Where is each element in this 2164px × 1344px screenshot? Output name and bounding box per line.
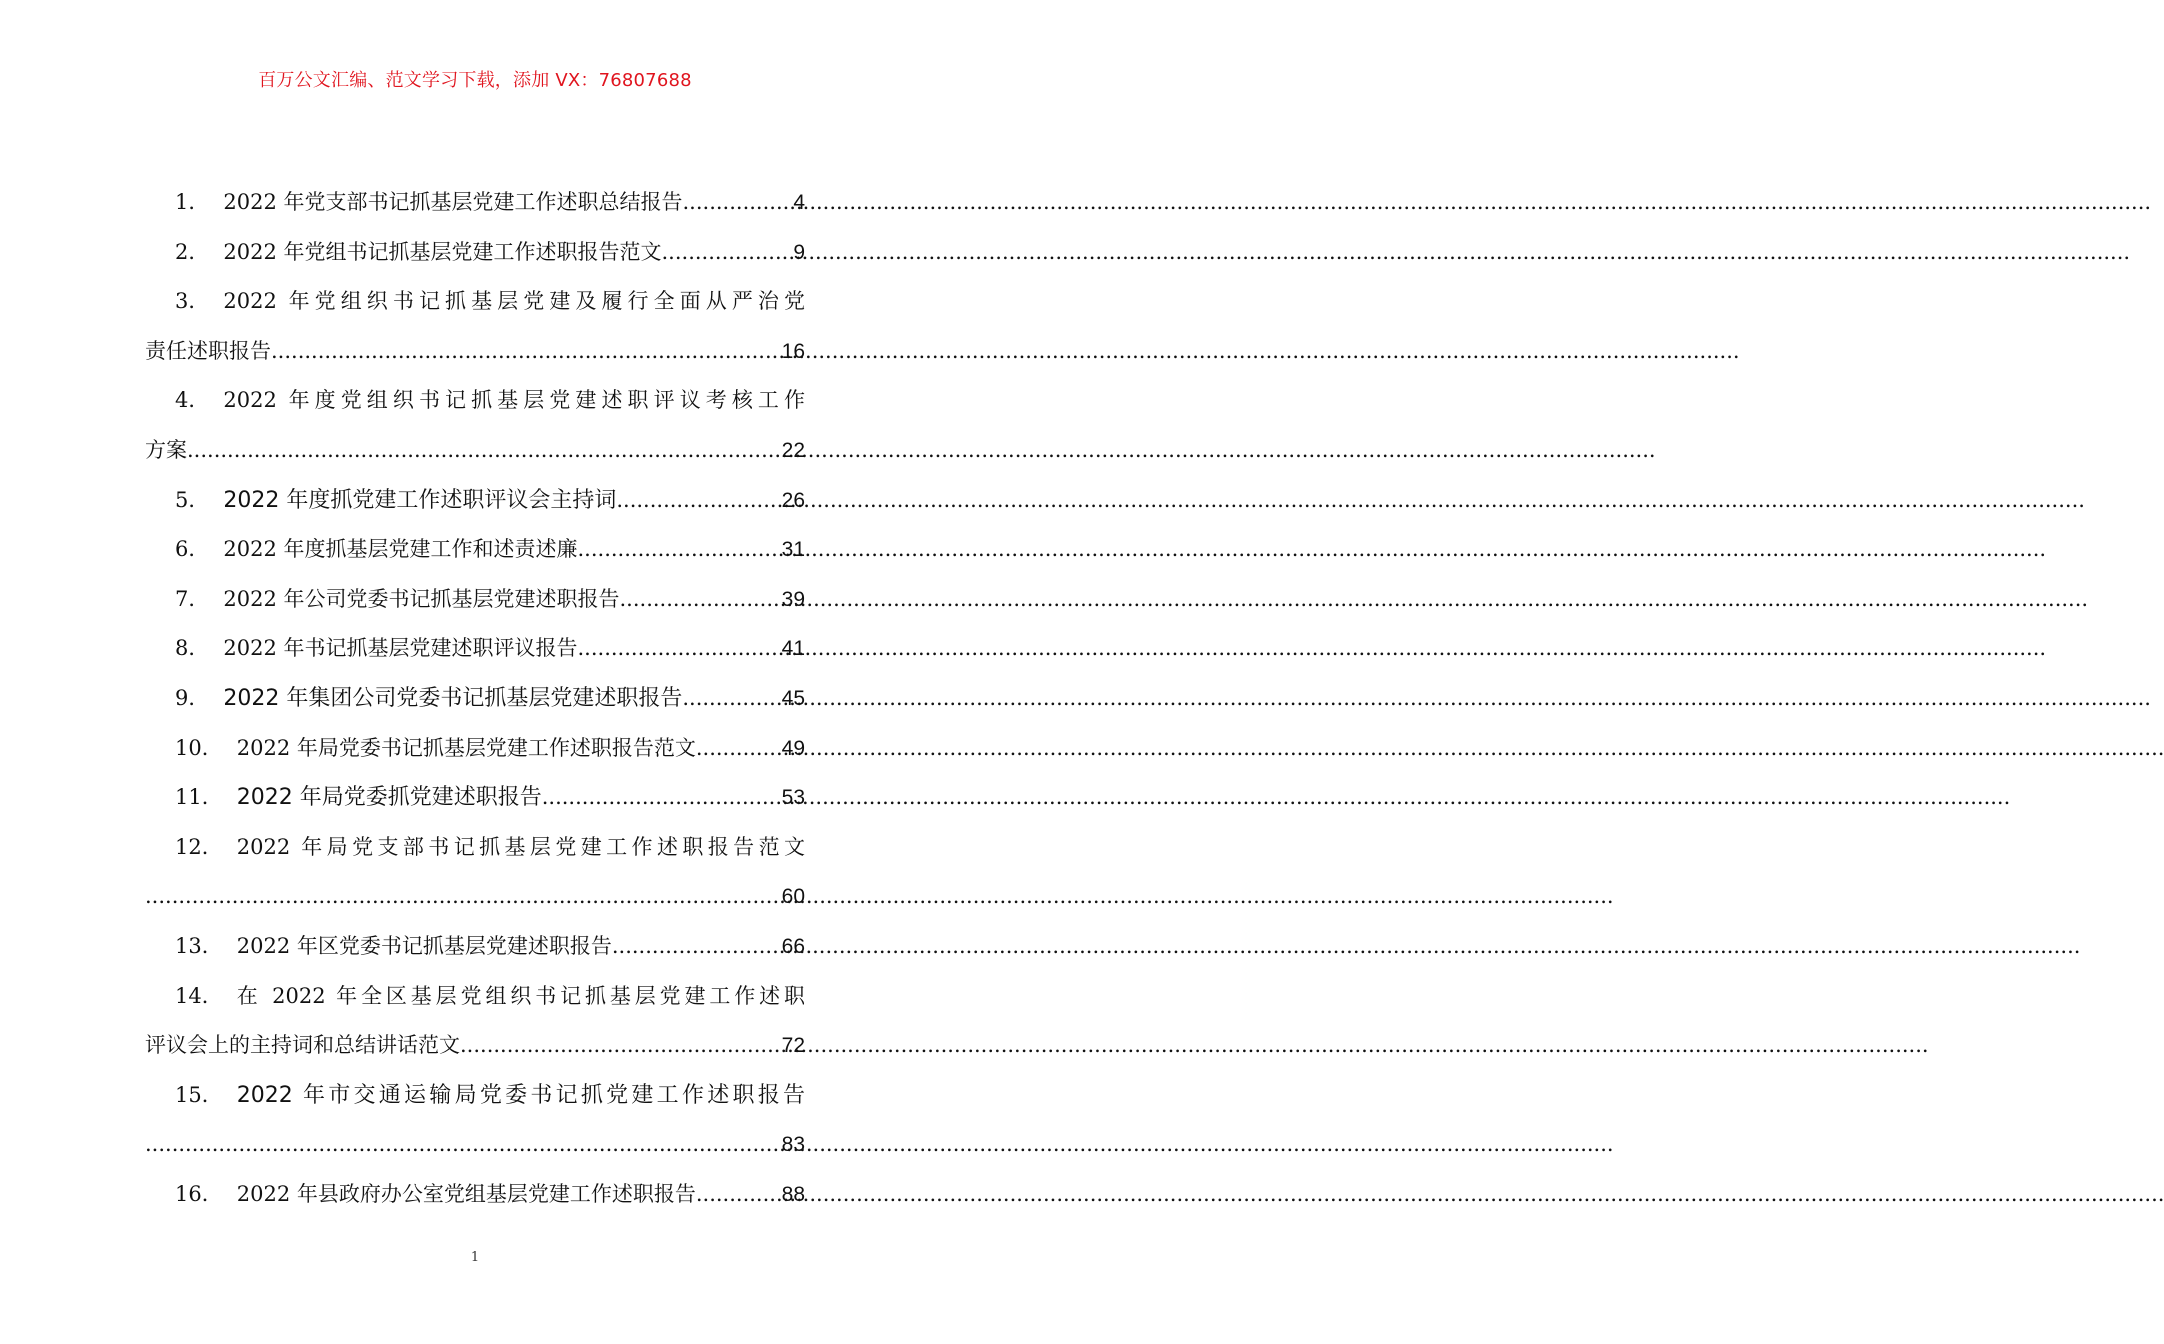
toc-entry-number: 13． [175,933,223,958]
toc-entry-title: 2022 年局党委抓党建述职报告 [236,785,542,811]
toc-entry-number: 7． [175,586,210,611]
toc-entry-title-line2: 责任述职报告 [145,338,271,363]
table-of-contents [145,178,805,1219]
toc-entry-number: 10． [175,735,223,760]
toc-entry-title: 2022 年度抓基层党建工作和述责述廉 [223,537,578,562]
toc-entry-number: 11． [175,785,223,810]
toc-entry-page: 49 [781,736,805,760]
toc-entry-12[interactable] [145,823,805,922]
toc-entry-title-line1: 2022 年度党组织书记抓基层党建述职评议考核工作 [223,388,805,413]
toc-entry-title-line1: 2022 年市交通运输局党委书记抓党建工作述职报告 [236,1082,805,1108]
toc-entry-title-line1: 在 2022 年全区基层党组织书记抓基层党建工作述职 [236,983,805,1008]
toc-entry-title: 2022 年集团公司党委书记抓基层党建述职报告 [223,685,683,711]
toc-leader-dots [612,922,781,972]
toc-entry-number: 12． [175,834,223,859]
toc-leader-dots [187,426,781,476]
toc-entry-title-line2: 评议会上的主持词和总结讲话范文 [145,1033,460,1058]
toc-entry-10[interactable] [145,724,805,774]
toc-entry-number: 14． [175,983,223,1008]
toc-entry-page: 26 [781,488,805,512]
toc-entry-5[interactable] [145,476,805,526]
toc-entry-page: 39 [781,587,805,611]
toc-entry-3[interactable] [145,277,805,376]
toc-entry-title: 2022 年区党委书记抓基层党建述职报告 [236,933,612,958]
toc-entry-page: 60 [781,885,805,909]
toc-entry-15[interactable] [145,1071,805,1170]
toc-entry-4[interactable] [145,376,805,475]
toc-entry-title: 2022 年党支部书记抓基层党建工作述职总结报告 [223,190,683,214]
toc-entry-number: 5． [175,487,210,512]
toc-entry-page: 9 [793,240,805,264]
toc-entry-page: 41 [781,637,805,661]
toc-entry-6[interactable] [145,525,805,575]
toc-entry-number: 16． [175,1181,223,1206]
toc-leader-dots [696,1170,781,1220]
toc-entry-1[interactable] [145,178,805,228]
toc-entry-page: 83 [781,1133,805,1157]
toc-entry-number: 3． [175,289,210,314]
toc-entry-page: 88 [781,1182,805,1206]
toc-leader-dots [683,178,793,228]
toc-entry-number: 1． [175,190,210,214]
toc-entry-page: 22 [781,438,805,462]
toc-entry-9[interactable] [145,674,805,724]
toc-entry-title-line1: 2022 年党组织书记抓基层党建及履行全面从严治党 [223,289,805,314]
toc-entry-title: 2022 年公司党委书记抓基层党建述职报告 [223,586,620,611]
toc-leader-dots [620,575,781,625]
toc-leader-dots [578,525,781,575]
toc-entry-7[interactable] [145,575,805,625]
toc-entry-title: 2022 年县政府办公室党组基层党建工作述职报告 [236,1181,696,1206]
toc-entry-16[interactable] [145,1170,805,1220]
page-number: 1 [470,1250,480,1265]
toc-leader-dots [616,476,780,526]
toc-leader-dots [696,724,781,774]
toc-entry-number: 15． [175,1082,223,1107]
toc-entry-number: 6． [175,537,210,562]
toc-entry-13[interactable] [145,922,805,972]
toc-entry-14[interactable] [145,972,805,1071]
toc-entry-page: 4 [793,191,805,214]
watermark-header: 百万公文汇编、范文学习下载，添加 VX：76807688 [258,70,692,91]
toc-entry-page: 66 [781,934,805,958]
toc-entry-2[interactable] [145,228,805,278]
toc-entry-number: 9． [175,685,210,710]
toc-entry-title: 2022 年度抓党建工作述职评议会主持词 [223,487,617,513]
toc-entry-page: 53 [781,786,805,810]
toc-entry-page: 45 [781,686,805,710]
toc-leader-dots [682,674,780,724]
toc-leader-dots [578,624,781,674]
toc-leader-dots [542,773,781,823]
toc-entry-number: 8． [175,636,210,661]
toc-entry-title: 2022 年书记抓基层党建述职评议报告 [223,636,578,661]
toc-entry-title-line2: 方案 [145,437,187,462]
toc-leader-dots [271,327,781,377]
toc-entry-title-line1: 2022 年局党支部书记抓基层党建工作述职报告范文 [236,834,805,859]
toc-entry-8[interactable] [145,624,805,674]
toc-entry-number: 4． [175,388,210,413]
toc-entry-page: 16 [781,339,805,363]
toc-leader-dots [145,1120,781,1170]
toc-leader-dots [460,1021,781,1071]
toc-entry-title: 2022 年局党委书记抓基层党建工作述职报告范文 [236,735,696,760]
toc-leader-dots [145,872,781,922]
toc-entry-title: 2022 年党组书记抓基层党建工作述职报告范文 [223,239,662,264]
toc-leader-dots [662,228,793,278]
toc-entry-page: 31 [781,538,805,562]
toc-entry-page: 72 [781,1034,805,1058]
toc-entry-11[interactable] [145,773,805,823]
toc-entry-number: 2． [175,239,210,264]
